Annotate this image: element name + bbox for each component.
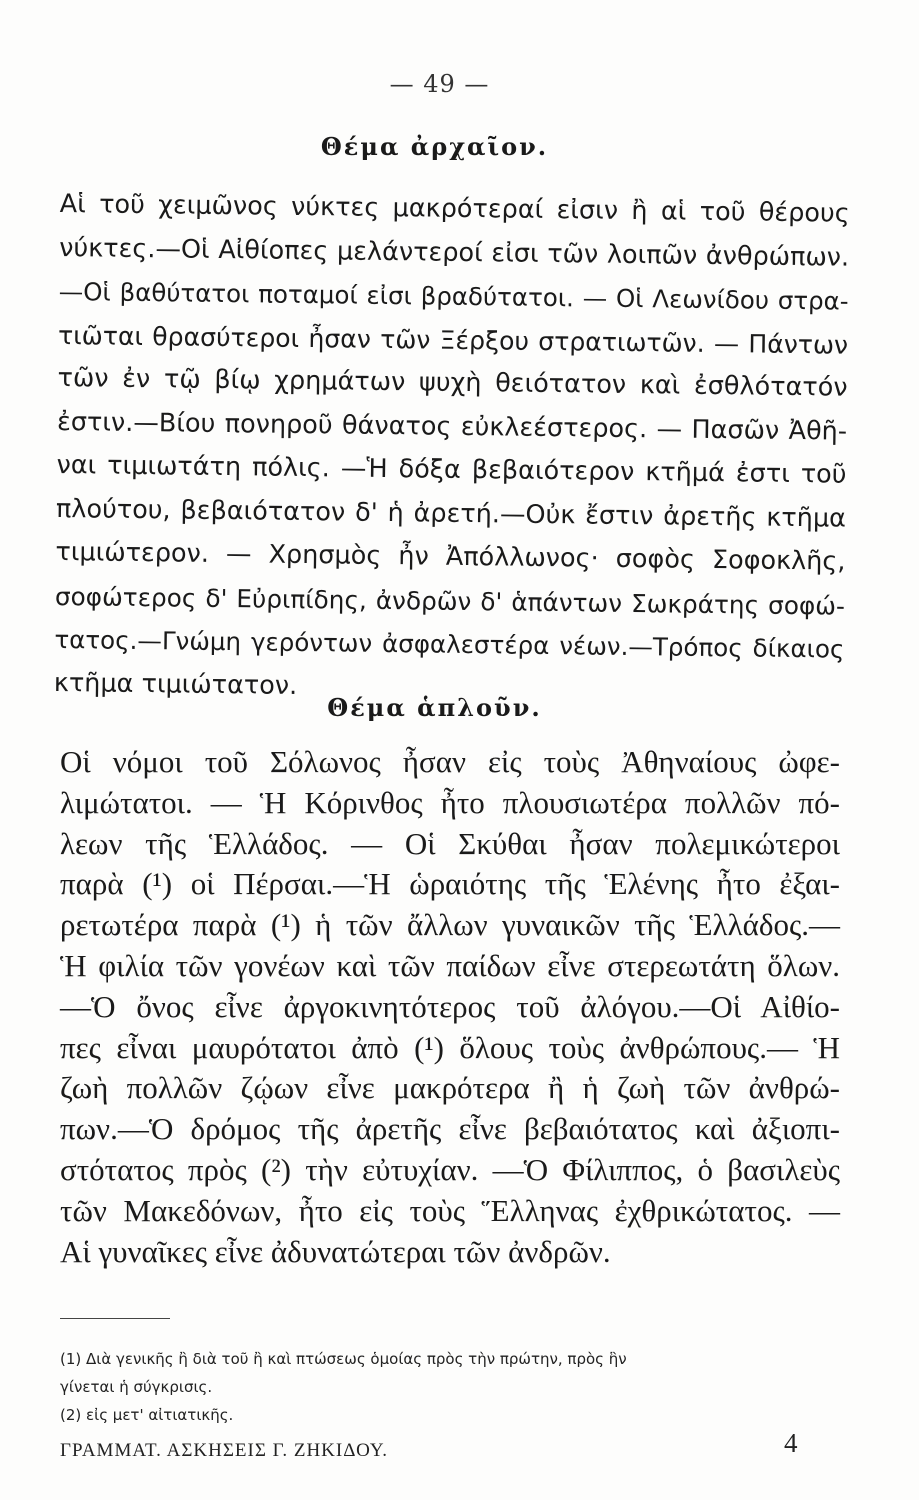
- text-line: Ἡ φιλία τῶν γονέων καὶ τῶν παίδων εἶνε στερεωτάτη ὅλων.: [60, 947, 840, 983]
- text-line: ζωὴ πολλῶν ζῴων εἶνε μακρότερα ἢ ἡ ζωὴ τῶν ἀνθρώ-: [60, 1070, 840, 1106]
- text-line: νύκτες.—Οἱ Αἰθίοπες μελάντεροί εἰσι τῶν λοιπῶν ἀνθρώπων.: [59, 232, 850, 273]
- footnote: γίνεται ἡ σύγκρισις.: [60, 1378, 213, 1396]
- text-line: Αἱ γυναῖκες εἶνε ἀδυνατώτεραι τῶν ἀνδρῶν.: [60, 1233, 611, 1269]
- section-1-body: [54, 183, 850, 715]
- section-1-title: Θέμα ἀρχαῖον.: [320, 132, 549, 161]
- signature-number: 4: [784, 1428, 798, 1458]
- section-2-body: [60, 742, 840, 1272]
- printer-signature-line: ΓΡΑΜΜΑΤ. ΑΣΚΗΣΕΙΣ Γ. ΖΗΚΙΔΟΥ.: [60, 1440, 388, 1461]
- footnote-divider: [60, 1318, 170, 1319]
- text-line: τατος.—Γνώμη γερόντων ἀσφαλεστέρα νέων.—Τρόπος δίκαιος: [54, 624, 845, 664]
- footnote: (1) Διὰ γενικῆς ἢ διὰ τοῦ ἢ καὶ πτώσεως ὁμοίας πρὸς τὴν πρώτην, πρὸς ἣν: [60, 1350, 627, 1368]
- text-line: στότατος πρὸς (²) τὴν εὐτυχίαν. —Ὁ Φίλιππος, ὁ βασιλεὺς: [60, 1151, 840, 1187]
- text-line: ρετωτέρα παρὰ (¹) ἡ τῶν ἄλλων γυναικῶν τῆς Ἑλλάδος.—: [60, 907, 840, 943]
- text-line: Οἱ νόμοι τοῦ Σόλωνος ἦσαν εἰς τοὺς Ἀθηναίους ὠφε-: [60, 744, 840, 779]
- footnote: (2) εἰς μετ' αἰτιατικῆς.: [60, 1406, 234, 1424]
- text-line: κτῆμα τιμιώτατον.: [53, 667, 298, 701]
- section-2-title: Θέμα ἁπλοῦν.: [327, 693, 542, 722]
- text-line: τιμιώτερον. — Χρησμὸς ἦν Ἀπόλλωνος· σοφὸς Σοφοκλῆς,: [55, 536, 846, 577]
- page-number: — 49 —: [389, 70, 490, 98]
- text-line: τῶν Μακεδόνων, ἦτο εἰς τοὺς Ἕλληνας ἐχθρικώτατος. —: [60, 1192, 840, 1228]
- text-line: πες εἶναι μαυρότατοι ἀπὸ (¹) ὅλους τοὺς ἀνθρώπους.— Ἡ: [60, 1029, 840, 1065]
- text-line: τιῶται θρασύτεροι ἦσαν τῶν Ξέρξου στρατιωτῶν. — Πάντων: [57, 320, 849, 360]
- text-line: —Ὁ ὄνος εἶνε ἀργοκινητότερος τοῦ ἀλόγου.—Οἱ Αἰθίο-: [60, 988, 840, 1024]
- text-line: σοφώτερος δ' Εὐριπίδης, ἀνδρῶν δ' ἁπάντων Σωκράτης σοφώ-: [54, 581, 846, 621]
- text-line: πλούτου, βεβαιότατον δ' ἡ ἀρετή.—Οὐκ ἔστιν ἀρετῆς κτῆμα: [55, 493, 847, 534]
- footnotes: [60, 1345, 850, 1429]
- text-line: λεων τῆς Ἑλλάδος. — Οἱ Σκύθαι ἦσαν πολεμικώτεροι: [60, 825, 840, 861]
- text-line: πων.—Ὁ δρόμος τῆς ἀρετῆς εἶνε βεβαιότατος καὶ ἀξιοπι-: [60, 1111, 840, 1147]
- text-line: Αἱ τοῦ χειμῶνος νύκτες μακρότεραί εἰσιν ἢ αἱ τοῦ θέρους: [59, 188, 850, 229]
- text-line: ναι τιμιωτάτη πόλις. —Ἡ δόξα βεβαιότερον κτῆμά ἐστι τοῦ: [56, 449, 847, 490]
- text-line: παρὰ (¹) οἱ Πέρσαι.—Ἡ ὡραιότης τῆς Ἑλένης ἦτο ἐξαι-: [60, 866, 840, 902]
- text-line: τῶν ἐν τῷ βίῳ χρημάτων ψυχὴ θειότατον καὶ ἐσθλότατόν: [57, 362, 848, 403]
- text-line: —Οἱ βαθύτατοι ποταμοί εἰσι βραδύτατοι. — Οἱ Λεωνίδου στρα-: [58, 276, 849, 316]
- text-line: ἐστιν.—Βίου πονηροῦ θάνατος εὐκλεέστερος. — Πασῶν Ἀθῆ-: [56, 406, 848, 447]
- text-line: λιμώτατοι. — Ἡ Κόρινθος ἦτο πλουσιωτέρα πολλῶν πό-: [60, 784, 840, 820]
